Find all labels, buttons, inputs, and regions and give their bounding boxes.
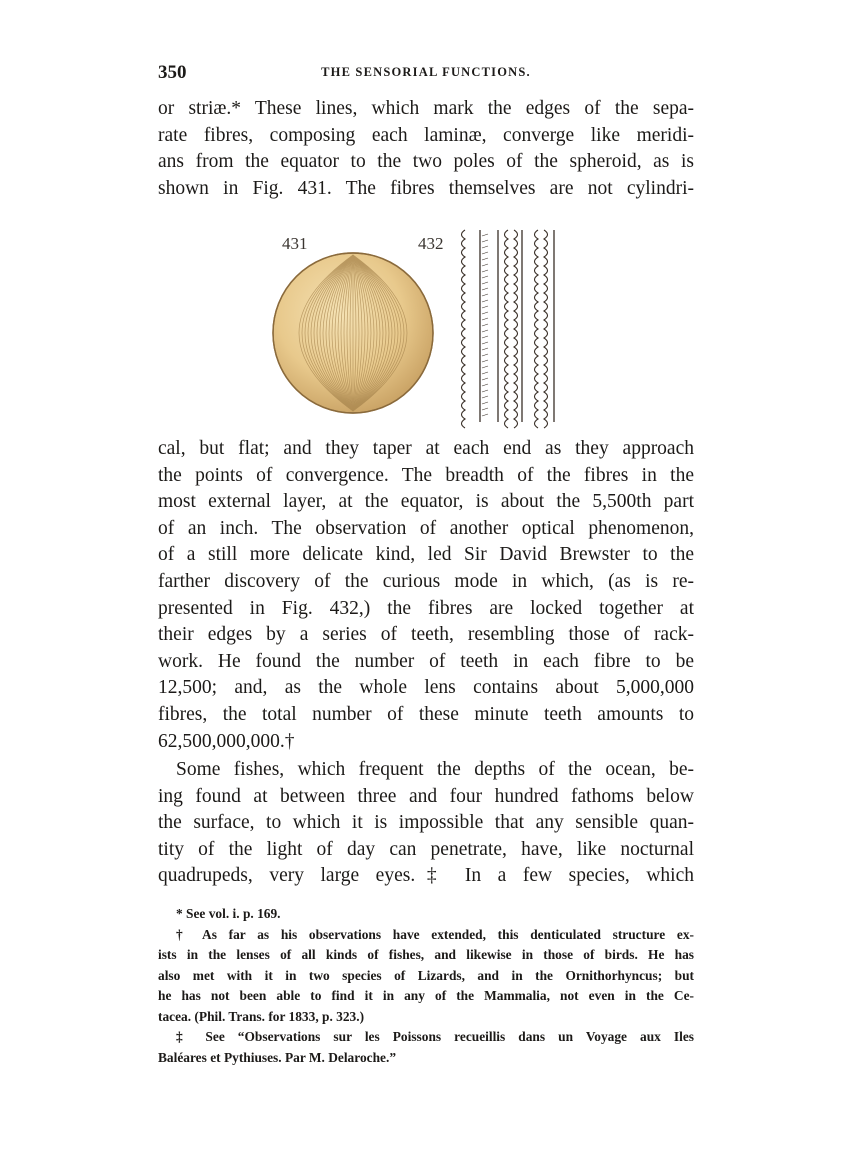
text-line: quadrupeds, very large eyes.‡ In a few species, which bbox=[158, 865, 694, 887]
text-line: cal, but flat; and they taper at each end as they approach bbox=[158, 438, 694, 459]
fibre-stroke bbox=[544, 230, 548, 428]
lens-illustration bbox=[262, 222, 582, 434]
fibre-stroke bbox=[482, 234, 488, 236]
figure-431-label: 431 bbox=[282, 234, 308, 253]
fig-432-toothed-fibres bbox=[462, 230, 555, 428]
fibre-stroke bbox=[482, 366, 488, 368]
fibre-stroke bbox=[482, 288, 488, 290]
figure-432-label: 432 bbox=[418, 234, 444, 253]
running-title: THE SENSORIAL FUNCTIONS. bbox=[321, 65, 531, 79]
fibre-stroke bbox=[482, 240, 488, 242]
fibre-stroke bbox=[482, 384, 488, 386]
fibre-stroke bbox=[514, 230, 518, 428]
fibre-stroke bbox=[482, 252, 488, 254]
fibre-stroke bbox=[482, 354, 488, 356]
fibre-stroke bbox=[482, 282, 488, 284]
footnotes bbox=[158, 904, 694, 1068]
fibre-stroke bbox=[482, 270, 488, 272]
fibre-stroke bbox=[482, 276, 488, 278]
text-line: the surface, to which it is impossible that any sensible quan- bbox=[158, 812, 694, 834]
fibre-stroke bbox=[482, 408, 488, 410]
text-line: shown in Fig. 431. The fibres themselves are not cylindri- bbox=[158, 177, 694, 199]
paragraph-1 bbox=[158, 96, 694, 202]
text-line: the points of convergence. The breadth of the fibres in the bbox=[158, 464, 694, 486]
fibre-stroke bbox=[535, 230, 539, 428]
text-line: of an inch. The observation of another optical phenomenon, bbox=[158, 517, 694, 539]
text-line: farther discovery of the curious mode in which, (as is re- bbox=[158, 570, 694, 592]
fibre-stroke bbox=[482, 378, 488, 380]
fibre-stroke bbox=[482, 300, 488, 302]
text-line: rate fibres, composing each laminæ, converge like meridi- bbox=[158, 124, 694, 146]
text-line: their edges by a series of teeth, resembling those of rack- bbox=[158, 624, 694, 646]
footnote-3-line: Baléares et Pythiuses. Par M. Delaroche.” bbox=[158, 1049, 397, 1065]
fibre-stroke bbox=[505, 230, 509, 428]
text-line: 12,500; and, as the whole lens contains about 5,000,000 bbox=[158, 677, 694, 699]
text-line: presented in Fig. 432,) the fibres are locked together at bbox=[158, 597, 694, 619]
footnote-1: * See vol. i. p. 169. bbox=[176, 906, 281, 921]
fibre-stroke bbox=[482, 396, 488, 398]
fibre-stroke bbox=[482, 294, 488, 296]
footnote-2-line: † As far as his observations have extended, this denticulated structure ex- bbox=[176, 926, 694, 942]
fibre-stroke bbox=[482, 258, 488, 260]
fibre-stroke bbox=[482, 348, 488, 350]
footnote-3-line: ‡ See “Observations sur les Poissons recueillis dans un Voyage aux Iles bbox=[176, 1029, 694, 1044]
text-line: of a still more delicate kind, led Sir David Brewster to the bbox=[158, 544, 694, 566]
footnote-2-line: he has not been able to find it in any of the Mammalia, not even in the Ce- bbox=[158, 988, 694, 1003]
fibre-stroke bbox=[482, 246, 488, 248]
footnote-2-line: ists in the lenses of all kinds of fishes, and likewise in those of birds. He has bbox=[158, 947, 694, 962]
fibre-stroke bbox=[482, 390, 488, 392]
running-head bbox=[158, 62, 694, 84]
text-line: fibres, the total number of these minute teeth amounts to bbox=[158, 703, 694, 725]
paragraph-2 bbox=[158, 436, 694, 755]
fibre-stroke bbox=[482, 336, 488, 338]
fibre-stroke bbox=[482, 264, 488, 266]
fibre-stroke bbox=[482, 306, 488, 308]
fig-431-spheroid bbox=[273, 253, 433, 413]
fibre-stroke bbox=[482, 330, 488, 332]
text-line: ans from the equator to the two poles of the spheroid, as is bbox=[158, 151, 694, 173]
figure-lens-fibres bbox=[262, 222, 582, 434]
fibre-stroke bbox=[482, 318, 488, 320]
fibre-stroke bbox=[462, 230, 466, 428]
fibre-stroke bbox=[482, 324, 488, 326]
fibre-stroke bbox=[482, 312, 488, 314]
text-line: or striæ.* These lines, which mark the edges of the sepa- bbox=[158, 98, 694, 119]
paragraph-3 bbox=[158, 757, 694, 890]
fibre-stroke bbox=[482, 414, 488, 416]
text-line: Some fishes, which frequent the depths of the ocean, be- bbox=[176, 759, 694, 780]
fibre-stroke bbox=[482, 372, 488, 374]
page-number: 350 bbox=[158, 62, 187, 83]
text-line: most external layer, at the equator, is about the 5,500th part bbox=[158, 491, 694, 513]
fibre-stroke bbox=[482, 402, 488, 404]
footnote-2-line: tacea. (Phil. Trans. for 1833, p. 323.) bbox=[158, 1008, 365, 1024]
text-line: ing found at between three and four hundred fathoms below bbox=[158, 785, 694, 807]
fibre-stroke bbox=[482, 360, 488, 362]
fibre-stroke bbox=[482, 342, 488, 344]
text-line: tity of the light of day can penetrate, have, like nocturnal bbox=[158, 838, 694, 860]
text-line: work. He found the number of teeth in each fibre to be bbox=[158, 650, 694, 672]
text-line: 62,500,000,000.† bbox=[158, 730, 295, 752]
footnote-2-line: also met with it in two species of Lizards, and in the Ornithorhyncus; but bbox=[158, 967, 694, 983]
